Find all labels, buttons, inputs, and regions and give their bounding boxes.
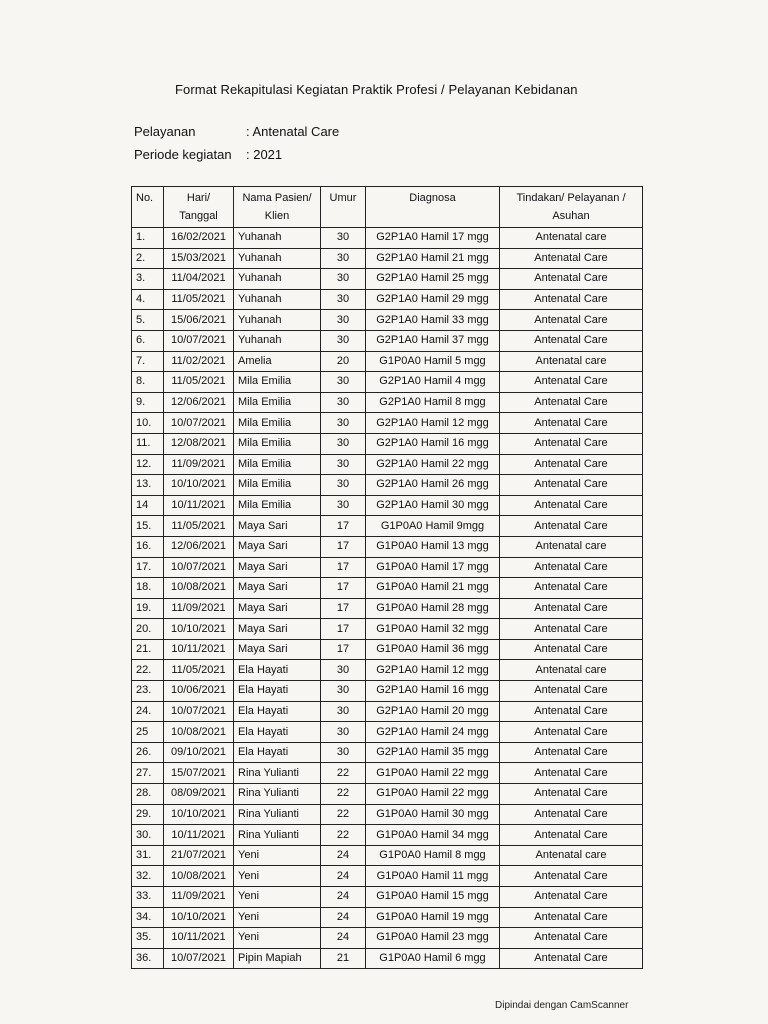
cell-nama: Mila Emilia	[234, 433, 321, 454]
cell-umur: 20	[321, 351, 366, 372]
table-header	[132, 187, 643, 228]
cell-tanggal: 08/09/2021	[164, 784, 234, 805]
cell-nama: Ela Hayati	[234, 701, 321, 722]
cell-nama: Yeni	[234, 887, 321, 908]
cell-tanggal: 11/05/2021	[164, 289, 234, 310]
cell-nama: Mila Emilia	[234, 392, 321, 413]
header-tanggal-line1: Hari/	[186, 192, 211, 204]
table-row	[132, 413, 643, 434]
cell-tindakan: Antenatal Care	[500, 928, 643, 949]
cell-tanggal: 10/08/2021	[164, 578, 234, 599]
table-row	[132, 310, 643, 331]
cell-diagnosa: G2P1A0 Hamil 22 mgg	[366, 454, 500, 475]
cell-tindakan: Antenatal Care	[500, 866, 643, 887]
cell-nama: Maya Sari	[234, 536, 321, 557]
table-row	[132, 516, 643, 537]
cell-nama: Ela Hayati	[234, 681, 321, 702]
cell-umur: 17	[321, 557, 366, 578]
cell-tanggal: 11/05/2021	[164, 516, 234, 537]
cell-no: 26.	[132, 742, 164, 763]
table-row	[132, 289, 643, 310]
cell-umur: 30	[321, 433, 366, 454]
table-row	[132, 887, 643, 908]
cell-tindakan: Antenatal Care	[500, 495, 643, 516]
cell-diagnosa: G1P0A0 Hamil 34 mgg	[366, 825, 500, 846]
cell-umur: 30	[321, 269, 366, 290]
cell-tanggal: 11/09/2021	[164, 454, 234, 475]
cell-tindakan: Antenatal Care	[500, 763, 643, 784]
table-row	[132, 845, 643, 866]
cell-nama: Ela Hayati	[234, 660, 321, 681]
table-row	[132, 248, 643, 269]
cell-umur: 24	[321, 845, 366, 866]
cell-nama: Amelia	[234, 351, 321, 372]
table-row	[132, 681, 643, 702]
header-tindakan-line2: Asuhan	[552, 210, 590, 222]
cell-umur: 22	[321, 804, 366, 825]
cell-umur: 24	[321, 907, 366, 928]
cell-tindakan: Antenatal care	[500, 536, 643, 557]
cell-tanggal: 12/06/2021	[164, 392, 234, 413]
table-row	[132, 639, 643, 660]
table-row	[132, 866, 643, 887]
cell-no: 31.	[132, 845, 164, 866]
table-row	[132, 825, 643, 846]
cell-diagnosa: G2P1A0 Hamil 16 mgg	[366, 681, 500, 702]
meta-pelayanan	[134, 124, 339, 139]
cell-no: 16.	[132, 536, 164, 557]
cell-no: 5.	[132, 310, 164, 331]
cell-no: 25	[132, 722, 164, 743]
cell-tanggal: 10/10/2021	[164, 907, 234, 928]
cell-tanggal: 09/10/2021	[164, 742, 234, 763]
cell-tindakan: Antenatal care	[500, 351, 643, 372]
cell-no: 17.	[132, 557, 164, 578]
header-tindakan	[500, 187, 643, 228]
cell-tindakan: Antenatal Care	[500, 578, 643, 599]
cell-tanggal: 10/10/2021	[164, 804, 234, 825]
table-row	[132, 392, 643, 413]
table-row	[132, 557, 643, 578]
cell-diagnosa: G1P0A0 Hamil 22 mgg	[366, 763, 500, 784]
cell-nama: Mila Emilia	[234, 475, 321, 496]
cell-tindakan: Antenatal care	[500, 845, 643, 866]
pelayanan-value: : Antenatal Care	[246, 124, 340, 139]
table-row	[132, 804, 643, 825]
cell-diagnosa: G2P1A0 Hamil 21 mgg	[366, 248, 500, 269]
cell-no: 11.	[132, 433, 164, 454]
cell-umur: 30	[321, 392, 366, 413]
cell-tanggal: 10/11/2021	[164, 495, 234, 516]
pelayanan-label: Pelayanan	[134, 124, 196, 139]
cell-umur: 30	[321, 454, 366, 475]
cell-no: 9.	[132, 392, 164, 413]
cell-tanggal: 15/07/2021	[164, 763, 234, 784]
cell-tanggal: 11/04/2021	[164, 269, 234, 290]
cell-no: 6.	[132, 330, 164, 351]
cell-diagnosa: G2P1A0 Hamil 24 mgg	[366, 722, 500, 743]
cell-tindakan: Antenatal Care	[500, 701, 643, 722]
cell-tanggal: 10/10/2021	[164, 475, 234, 496]
cell-diagnosa: G1P0A0 Hamil 17 mgg	[366, 557, 500, 578]
cell-tindakan: Antenatal Care	[500, 722, 643, 743]
cell-diagnosa: G2P1A0 Hamil 26 mgg	[366, 475, 500, 496]
table-row	[132, 660, 643, 681]
cell-umur: 22	[321, 825, 366, 846]
table-row	[132, 475, 643, 496]
table-row	[132, 433, 643, 454]
cell-tindakan: Antenatal Care	[500, 330, 643, 351]
cell-no: 15.	[132, 516, 164, 537]
cell-no: 12.	[132, 454, 164, 475]
table-row	[132, 351, 643, 372]
cell-umur: 17	[321, 536, 366, 557]
table-row	[132, 454, 643, 475]
cell-tanggal: 12/08/2021	[164, 433, 234, 454]
cell-tanggal: 10/10/2021	[164, 619, 234, 640]
table-row	[132, 372, 643, 393]
cell-tindakan: Antenatal Care	[500, 825, 643, 846]
cell-tindakan: Antenatal Care	[500, 639, 643, 660]
cell-tindakan: Antenatal Care	[500, 433, 643, 454]
cell-umur: 30	[321, 660, 366, 681]
cell-no: 28.	[132, 784, 164, 805]
cell-tanggal: 10/07/2021	[164, 413, 234, 434]
cell-nama: Rina Yulianti	[234, 825, 321, 846]
cell-tindakan: Antenatal Care	[500, 907, 643, 928]
cell-tindakan: Antenatal Care	[500, 516, 643, 537]
cell-diagnosa: G1P0A0 Hamil 15 mgg	[366, 887, 500, 908]
cell-diagnosa: G1P0A0 Hamil 32 mgg	[366, 619, 500, 640]
table-row	[132, 763, 643, 784]
cell-no: 33.	[132, 887, 164, 908]
cell-nama: Maya Sari	[234, 557, 321, 578]
cell-nama: Rina Yulianti	[234, 804, 321, 825]
cell-tanggal: 10/06/2021	[164, 681, 234, 702]
cell-umur: 17	[321, 516, 366, 537]
cell-diagnosa: G2P1A0 Hamil 4 mgg	[366, 372, 500, 393]
cell-no: 13.	[132, 475, 164, 496]
cell-nama: Yeni	[234, 907, 321, 928]
table-row	[132, 578, 643, 599]
cell-no: 10.	[132, 413, 164, 434]
cell-nama: Maya Sari	[234, 598, 321, 619]
cell-tanggal: 10/11/2021	[164, 825, 234, 846]
table-row	[132, 928, 643, 949]
cell-tindakan: Antenatal Care	[500, 742, 643, 763]
cell-umur: 21	[321, 948, 366, 969]
cell-diagnosa: G1P0A0 Hamil 36 mgg	[366, 639, 500, 660]
cell-tindakan: Antenatal Care	[500, 392, 643, 413]
cell-no: 23.	[132, 681, 164, 702]
cell-umur: 17	[321, 578, 366, 599]
cell-umur: 30	[321, 413, 366, 434]
cell-tanggal: 11/09/2021	[164, 887, 234, 908]
cell-no: 4.	[132, 289, 164, 310]
table-row	[132, 269, 643, 290]
cell-umur: 30	[321, 722, 366, 743]
cell-diagnosa: G2P1A0 Hamil 30 mgg	[366, 495, 500, 516]
table-row	[132, 619, 643, 640]
table-row	[132, 701, 643, 722]
table-row	[132, 330, 643, 351]
cell-diagnosa: G1P0A0 Hamil 30 mgg	[366, 804, 500, 825]
cell-nama: Ela Hayati	[234, 742, 321, 763]
cell-tanggal: 10/08/2021	[164, 722, 234, 743]
cell-tanggal: 21/07/2021	[164, 845, 234, 866]
cell-nama: Yuhanah	[234, 289, 321, 310]
cell-no: 34.	[132, 907, 164, 928]
cell-diagnosa: G2P1A0 Hamil 16 mgg	[366, 433, 500, 454]
cell-diagnosa: G2P1A0 Hamil 17 mgg	[366, 228, 500, 249]
header-nama	[234, 187, 321, 228]
scanner-watermark: Dipindai dengan CamScanner	[495, 1000, 629, 1011]
table-row	[132, 907, 643, 928]
cell-tindakan: Antenatal Care	[500, 289, 643, 310]
cell-diagnosa: G1P0A0 Hamil 6 mgg	[366, 948, 500, 969]
cell-umur: 24	[321, 887, 366, 908]
cell-tanggal: 10/07/2021	[164, 701, 234, 722]
cell-tanggal: 10/11/2021	[164, 639, 234, 660]
cell-tindakan: Antenatal Care	[500, 598, 643, 619]
header-no: No.	[132, 187, 164, 228]
cell-diagnosa: G2P1A0 Hamil 37 mgg	[366, 330, 500, 351]
table-row	[132, 228, 643, 249]
cell-no: 1.	[132, 228, 164, 249]
cell-umur: 30	[321, 701, 366, 722]
cell-no: 7.	[132, 351, 164, 372]
cell-umur: 22	[321, 763, 366, 784]
cell-diagnosa: G1P0A0 Hamil 22 mgg	[366, 784, 500, 805]
header-tanggal	[164, 187, 234, 228]
cell-tindakan: Antenatal Care	[500, 804, 643, 825]
cell-diagnosa: G1P0A0 Hamil 5 mgg	[366, 351, 500, 372]
cell-tindakan: Antenatal care	[500, 228, 643, 249]
rekap-table	[131, 186, 643, 969]
cell-no: 24.	[132, 701, 164, 722]
cell-nama: Yuhanah	[234, 330, 321, 351]
cell-nama: Mila Emilia	[234, 372, 321, 393]
cell-tanggal: 10/07/2021	[164, 330, 234, 351]
cell-no: 21.	[132, 639, 164, 660]
cell-nama: Maya Sari	[234, 619, 321, 640]
table-row	[132, 784, 643, 805]
cell-diagnosa: G2P1A0 Hamil 25 mgg	[366, 269, 500, 290]
cell-tanggal: 11/05/2021	[164, 660, 234, 681]
cell-diagnosa: G2P1A0 Hamil 35 mgg	[366, 742, 500, 763]
table-row	[132, 722, 643, 743]
cell-no: 32.	[132, 866, 164, 887]
cell-tanggal: 15/06/2021	[164, 310, 234, 331]
cell-tindakan: Antenatal care	[500, 660, 643, 681]
cell-umur: 30	[321, 248, 366, 269]
cell-nama: Yeni	[234, 928, 321, 949]
cell-no: 18.	[132, 578, 164, 599]
cell-no: 29.	[132, 804, 164, 825]
cell-umur: 30	[321, 330, 366, 351]
page-title: Format Rekapitulasi Kegiatan Praktik Profesi / Pelayanan Kebidanan	[175, 82, 578, 97]
header-nama-line2: Klien	[264, 210, 290, 222]
cell-nama: Mila Emilia	[234, 454, 321, 475]
cell-nama: Maya Sari	[234, 516, 321, 537]
cell-umur: 30	[321, 289, 366, 310]
cell-nama: Yeni	[234, 845, 321, 866]
cell-no: 35.	[132, 928, 164, 949]
cell-tanggal: 12/06/2021	[164, 536, 234, 557]
header-row	[132, 187, 643, 228]
cell-no: 22.	[132, 660, 164, 681]
cell-tindakan: Antenatal Care	[500, 887, 643, 908]
cell-no: 2.	[132, 248, 164, 269]
cell-no: 8.	[132, 372, 164, 393]
cell-diagnosa: G2P1A0 Hamil 12 mgg	[366, 660, 500, 681]
periode-value: : 2021	[246, 147, 283, 162]
table-row	[132, 495, 643, 516]
cell-umur: 17	[321, 598, 366, 619]
cell-diagnosa: G1P0A0 Hamil 13 mgg	[366, 536, 500, 557]
cell-tanggal: 10/08/2021	[164, 866, 234, 887]
cell-tindakan: Antenatal Care	[500, 784, 643, 805]
cell-umur: 17	[321, 639, 366, 660]
cell-tanggal: 10/07/2021	[164, 948, 234, 969]
cell-diagnosa: G2P1A0 Hamil 29 mgg	[366, 289, 500, 310]
cell-no: 30.	[132, 825, 164, 846]
meta-periode	[134, 147, 282, 162]
cell-nama: Yuhanah	[234, 248, 321, 269]
cell-umur: 30	[321, 228, 366, 249]
cell-tindakan: Antenatal Care	[500, 557, 643, 578]
cell-diagnosa: G1P0A0 Hamil 19 mgg	[366, 907, 500, 928]
cell-no: 14	[132, 495, 164, 516]
cell-nama: Maya Sari	[234, 639, 321, 660]
cell-umur: 22	[321, 784, 366, 805]
cell-tanggal: 11/05/2021	[164, 372, 234, 393]
cell-nama: Ela Hayati	[234, 722, 321, 743]
cell-tindakan: Antenatal Care	[500, 454, 643, 475]
table-row	[132, 948, 643, 969]
cell-umur: 30	[321, 372, 366, 393]
cell-nama: Yuhanah	[234, 269, 321, 290]
cell-no: 20.	[132, 619, 164, 640]
cell-nama: Mila Emilia	[234, 495, 321, 516]
cell-umur: 24	[321, 928, 366, 949]
cell-diagnosa: G1P0A0 Hamil 21 mgg	[366, 578, 500, 599]
cell-diagnosa: G1P0A0 Hamil 11 mgg	[366, 866, 500, 887]
cell-umur: 30	[321, 681, 366, 702]
table-row	[132, 742, 643, 763]
cell-tanggal: 10/07/2021	[164, 557, 234, 578]
cell-umur: 30	[321, 742, 366, 763]
cell-tanggal: 15/03/2021	[164, 248, 234, 269]
cell-no: 3.	[132, 269, 164, 290]
header-tanggal-line2: Tanggal	[179, 210, 218, 222]
cell-nama: Yuhanah	[234, 310, 321, 331]
cell-tindakan: Antenatal Care	[500, 372, 643, 393]
cell-no: 27.	[132, 763, 164, 784]
cell-tanggal: 11/09/2021	[164, 598, 234, 619]
cell-tindakan: Antenatal Care	[500, 248, 643, 269]
cell-diagnosa: G1P0A0 Hamil 23 mgg	[366, 928, 500, 949]
periode-label: Periode kegiatan	[134, 147, 232, 162]
cell-tindakan: Antenatal Care	[500, 681, 643, 702]
table-body	[132, 228, 643, 969]
cell-no: 19.	[132, 598, 164, 619]
cell-no: 36.	[132, 948, 164, 969]
table-row	[132, 598, 643, 619]
cell-umur: 24	[321, 866, 366, 887]
cell-tanggal: 11/02/2021	[164, 351, 234, 372]
cell-nama: Maya Sari	[234, 578, 321, 599]
cell-tindakan: Antenatal Care	[500, 619, 643, 640]
cell-nama: Rina Yulianti	[234, 763, 321, 784]
cell-tindakan: Antenatal Care	[500, 413, 643, 434]
cell-tindakan: Antenatal Care	[500, 948, 643, 969]
cell-diagnosa: G1P0A0 Hamil 9mgg	[366, 516, 500, 537]
cell-diagnosa: G1P0A0 Hamil 8 mgg	[366, 845, 500, 866]
header-umur: Umur	[321, 187, 366, 228]
header-nama-line1: Nama Pasien/	[242, 192, 312, 204]
header-tindakan-line1: Tindakan/ Pelayanan /	[516, 192, 626, 204]
cell-diagnosa: G1P0A0 Hamil 28 mgg	[366, 598, 500, 619]
cell-nama: Rina Yulianti	[234, 784, 321, 805]
cell-nama: Pipin Mapiah	[234, 948, 321, 969]
cell-umur: 30	[321, 310, 366, 331]
table-row	[132, 536, 643, 557]
cell-nama: Mila Emilia	[234, 413, 321, 434]
cell-diagnosa: G2P1A0 Hamil 20 mgg	[366, 701, 500, 722]
cell-tindakan: Antenatal Care	[500, 269, 643, 290]
cell-diagnosa: G2P1A0 Hamil 8 mgg	[366, 392, 500, 413]
cell-tanggal: 16/02/2021	[164, 228, 234, 249]
cell-diagnosa: G2P1A0 Hamil 33 mgg	[366, 310, 500, 331]
cell-umur: 30	[321, 495, 366, 516]
header-diagnosa: Diagnosa	[366, 187, 500, 228]
cell-umur: 30	[321, 475, 366, 496]
cell-nama: Yeni	[234, 866, 321, 887]
cell-tindakan: Antenatal Care	[500, 475, 643, 496]
cell-tanggal: 10/11/2021	[164, 928, 234, 949]
cell-umur: 17	[321, 619, 366, 640]
cell-nama: Yuhanah	[234, 228, 321, 249]
cell-diagnosa: G2P1A0 Hamil 12 mgg	[366, 413, 500, 434]
cell-tindakan: Antenatal Care	[500, 310, 643, 331]
